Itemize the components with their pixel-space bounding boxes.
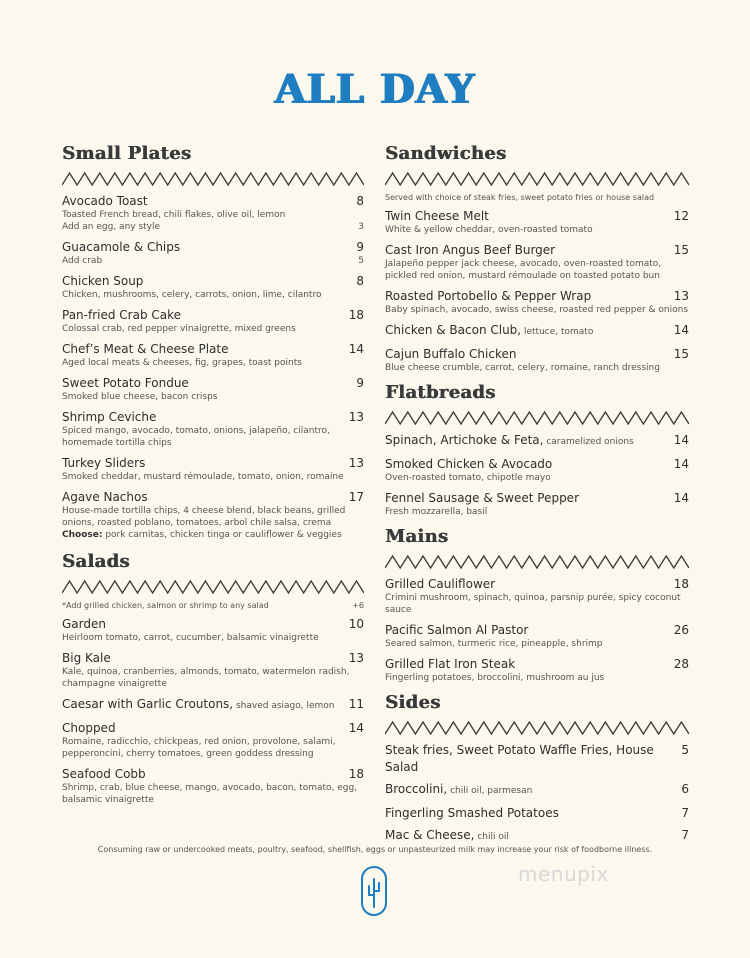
item-price: 14 — [673, 457, 689, 471]
watermark: menupix — [518, 862, 609, 886]
item-price: 13 — [673, 289, 689, 303]
menu-item — [385, 827, 689, 846]
cactus-logo-icon — [360, 865, 388, 917]
item-price: 14 — [673, 491, 689, 505]
menu-item — [62, 766, 364, 806]
item-name: Grilled Cauliflower — [385, 577, 496, 591]
item-description: Fingerling potatoes, broccolini, mushroom au jus — [385, 673, 605, 683]
item-description: Fresh mozzarella, basil — [385, 507, 488, 517]
item-name: Big Kale — [62, 651, 111, 665]
item-name: Cajun Buffalo Chicken — [385, 347, 517, 361]
menu-item — [385, 781, 689, 800]
item-description: Aged local meats & cheeses, fig, grapes, toast points — [62, 358, 302, 368]
menu-item — [385, 432, 689, 450]
section-note — [385, 193, 689, 202]
item-name: Grilled Flat Iron Steak — [385, 657, 516, 671]
item-name: Agave Nachos — [62, 490, 148, 504]
menu-item — [385, 456, 689, 484]
menu-item — [385, 576, 689, 616]
menu-item — [62, 650, 364, 690]
item-price: 9 — [356, 376, 364, 390]
item-description: Smoked cheddar, mustard rémoulade, tomato, onion, romaine — [62, 472, 344, 482]
item-choice — [62, 529, 364, 541]
menu-item — [385, 656, 689, 684]
item-name: Smoked Chicken & Avocado — [385, 457, 553, 471]
item-price: 28 — [673, 657, 689, 671]
menu-item — [62, 239, 364, 267]
zigzag-divider — [385, 171, 689, 187]
item-name: Guacamole & Chips — [62, 240, 181, 254]
addon-price: 3 — [358, 222, 364, 232]
note-text: *Add grilled chicken, salmon or shrimp to any salad — [62, 601, 269, 610]
menu-title: ALL DAY — [274, 66, 476, 113]
addon-label: Add an egg, any style — [62, 222, 161, 232]
item-price: 15 — [673, 347, 689, 361]
item-price: 15 — [673, 243, 689, 257]
item-name: Sweet Potato Fondue — [62, 376, 189, 390]
food-safety-disclaimer: Consuming raw or undercooked meats, poultry, seafood, shellfish, eggs or unpasteurized milk may increase your risk of foodborne illness. — [97, 845, 653, 854]
menu-item — [385, 288, 689, 316]
section-heading: Small Plates — [62, 143, 192, 164]
choice-options: pork carnitas, chicken tinga or cauliflower & veggies — [102, 530, 342, 540]
zigzag-divider — [385, 554, 689, 570]
item-description: Smoked blue cheese, bacon crisps — [62, 392, 218, 402]
item-addon — [62, 255, 364, 267]
item-name: Seafood Cobb — [62, 767, 146, 781]
item-price: 14 — [673, 433, 689, 447]
item-description: Jalapeño pepper jack cheese, avocado, oven-roasted tomato, pickled red onion, mustard rémoulade on toasted potato bun — [385, 259, 662, 281]
item-name: Fennel Sausage & Sweet Pepper — [385, 491, 579, 505]
item-name: Chicken Soup — [62, 274, 144, 288]
item-name: Mac & Cheese, — [385, 828, 475, 842]
item-description: Spiced mango, avocado, tomato, onions, jalapeño, cilantro, homemade tortilla chips — [62, 426, 330, 448]
item-price: 18 — [348, 308, 364, 322]
zigzag-divider — [62, 579, 364, 595]
item-description: Chicken, mushrooms, celery, carrots, onion, lime, cilantro — [62, 290, 322, 300]
note-text: Served with choice of steak fries, sweet potato fries or house salad — [385, 193, 655, 202]
section-heading: Flatbreads — [385, 382, 496, 403]
item-inline-desc: caramelized onions — [543, 437, 634, 447]
item-inline-desc: shaved asiago, lemon — [233, 701, 335, 711]
menu-item — [385, 742, 689, 776]
item-name: Twin Cheese Melt — [385, 209, 489, 223]
menu-item — [62, 193, 364, 233]
item-price: 10 — [348, 617, 364, 631]
section-mains — [385, 526, 689, 684]
item-name: Broccolini, — [385, 782, 448, 796]
zigzag-divider — [385, 720, 689, 736]
item-name-wrap — [385, 432, 634, 450]
item-name: Avocado Toast — [62, 194, 148, 208]
item-addon — [62, 221, 364, 233]
item-name: Spinach, Artichoke & Feta, — [385, 433, 544, 447]
note-price: +6 — [352, 601, 364, 610]
item-name: Shrimp Ceviche — [62, 410, 157, 424]
menu-item — [385, 346, 689, 374]
section-heading: Sides — [385, 692, 441, 713]
item-price: 6 — [681, 782, 689, 796]
item-description: Heirloom tomato, carrot, cucumber, balsamic vinaigrette — [62, 633, 319, 643]
choice-label: Choose: — [62, 530, 103, 540]
section-small-plates — [62, 143, 364, 541]
item-price: 18 — [673, 577, 689, 591]
item-description: White & yellow cheddar, oven-roasted tomato — [385, 225, 593, 235]
item-description: Shrimp, crab, blue cheese, mango, avocado, bacon, tomato, egg, balsamic vinaigrette — [62, 783, 358, 805]
item-price: 13 — [348, 651, 364, 665]
item-price: 7 — [681, 828, 689, 842]
item-name: Cast Iron Angus Beef Burger — [385, 243, 556, 257]
section-sides — [385, 692, 689, 846]
menu-item — [385, 322, 689, 340]
item-price: 9 — [356, 240, 364, 254]
item-description: House-made tortilla chips, 4 cheese blend, black beans, grilled onions, roasted poblano, tomatoes, arbol chile salsa, crema — [62, 506, 346, 528]
item-price: 8 — [356, 194, 364, 208]
item-description: Blue cheese crumble, carrot, celery, romaine, ranch dressing — [385, 363, 660, 373]
menu-item — [62, 696, 364, 714]
menu-item — [62, 616, 364, 644]
item-name: Fingerling Smashed Potatoes — [385, 806, 559, 820]
section-salads — [62, 551, 364, 806]
item-price: 11 — [348, 697, 364, 711]
left-column — [62, 143, 364, 812]
section-heading: Sandwiches — [385, 143, 507, 164]
item-name: Chicken & Bacon Club, — [385, 323, 522, 337]
item-name: Garden — [62, 617, 106, 631]
item-inline-desc: lettuce, tomato — [521, 327, 594, 337]
zigzag-divider — [385, 410, 689, 426]
item-name: Chef’s Meat & Cheese Plate — [62, 342, 229, 356]
item-price: 14 — [348, 342, 364, 356]
menu-item — [385, 805, 689, 822]
menu-item — [62, 489, 364, 541]
item-description: Kale, quinoa, cranberries, almonds, tomato, watermelon radish, champagne vinaigrette — [62, 667, 350, 689]
menu-item — [385, 622, 689, 650]
item-price: 17 — [348, 490, 364, 504]
menu-item — [385, 208, 689, 236]
item-name-wrap — [385, 827, 509, 846]
item-description: Crimini mushroom, spinach, quinoa, parsnip purée, spicy coconut sauce — [385, 593, 681, 615]
item-name: Turkey Sliders — [62, 456, 146, 470]
item-description: Baby spinach, avocado, swiss cheese, roasted red pepper & onions — [385, 305, 689, 315]
item-price: 7 — [681, 806, 689, 820]
item-price: 5 — [681, 743, 689, 757]
item-description: Seared salmon, turmeric rice, pineapple, shrimp — [385, 639, 603, 649]
menu-item — [62, 409, 364, 449]
menu-item — [62, 455, 364, 483]
item-name: Steak fries, Sweet Potato Waffle Fries, House Salad — [385, 743, 654, 774]
addon-price: 5 — [358, 256, 364, 266]
menu-item — [62, 375, 364, 403]
item-description: Romaine, radicchio, chickpeas, red onion, provolone, salami, pepperoncini, cherry tomatoes, green goddess dressing — [62, 737, 336, 759]
menu-item — [62, 307, 364, 335]
menu-item — [62, 273, 364, 301]
item-description: Toasted French bread, chili flakes, olive oil, lemon — [62, 210, 286, 220]
item-name: Pan-fried Crab Cake — [62, 308, 182, 322]
item-name: Chopped — [62, 721, 116, 735]
item-description: Colossal crab, red pepper vinaigrette, mixed greens — [62, 324, 296, 334]
item-price: 13 — [348, 410, 364, 424]
item-inline-desc: chili oil — [474, 832, 509, 842]
item-price: 12 — [673, 209, 689, 223]
section-sandwiches — [385, 143, 689, 374]
section-heading: Mains — [385, 526, 449, 547]
item-price: 26 — [673, 623, 689, 637]
menu-item — [385, 490, 689, 518]
section-heading: Salads — [62, 551, 130, 572]
item-name: Roasted Portobello & Pepper Wrap — [385, 289, 592, 303]
item-price: 14 — [348, 721, 364, 735]
menu-item — [62, 720, 364, 760]
item-name-wrap — [385, 781, 532, 800]
right-column — [385, 143, 689, 851]
item-price: 14 — [673, 323, 689, 337]
section-note — [62, 601, 364, 610]
item-price: 18 — [348, 767, 364, 781]
item-description: Oven-roasted tomato, chipotle mayo — [385, 473, 551, 483]
menu-item — [62, 341, 364, 369]
item-price: 8 — [356, 274, 364, 288]
item-name: Caesar with Garlic Croutons, — [62, 697, 234, 711]
zigzag-divider — [62, 171, 364, 187]
section-flatbreads — [385, 382, 689, 518]
item-inline-desc: chili oil, parmesan — [447, 786, 533, 796]
item-name: Pacific Salmon Al Pastor — [385, 623, 529, 637]
item-name-wrap — [385, 322, 593, 340]
item-price: 13 — [348, 456, 364, 470]
addon-label: Add crab — [62, 256, 103, 266]
item-name-wrap — [62, 696, 335, 714]
menu-item — [385, 242, 689, 282]
